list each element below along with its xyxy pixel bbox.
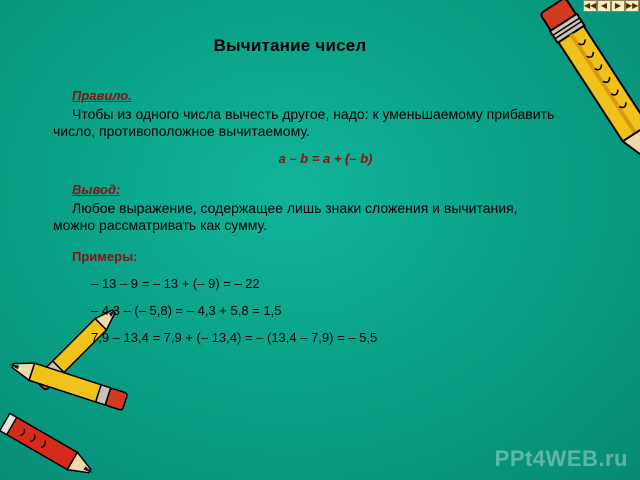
formula: a – b = a + (– b) [278, 151, 373, 166]
watermark: PPt4WEB.ru [494, 446, 628, 471]
nav-last-button[interactable]: ▶▶ [626, 1, 639, 10]
rule-heading: Правило. [72, 88, 132, 103]
example-item: – 4,3 – (– 5,8) = – 4,3 + 5,8 = 1,5 [91, 303, 282, 318]
conclusion-text: Любое выражение, содержащее лишь знаки сложения и вычитания, можно рассматривать как сумму. [53, 200, 518, 233]
nav-prev-button[interactable]: ◀ [597, 0, 611, 12]
slide-title: Вычитание чисел [213, 36, 367, 55]
nav-next-button[interactable]: ▶ [611, 0, 625, 12]
conclusion-heading: Вывод: [72, 182, 121, 197]
example-item: 7,9 – 13,4 = 7,9 + (– 13,4) = – (13,4 – 7,9) = – 5,5 [91, 330, 378, 345]
rule-text: Чтобы из одного числа вычесть другое, надо: к уменьшаемому прибавить число, противоположное вычитаемому. [53, 106, 555, 139]
example-item: – 13 – 9 = – 13 + (– 9) = – 22 [91, 276, 260, 291]
examples-label: Примеры: [72, 249, 138, 264]
nav-first-button[interactable]: ◀◀ [584, 1, 597, 10]
